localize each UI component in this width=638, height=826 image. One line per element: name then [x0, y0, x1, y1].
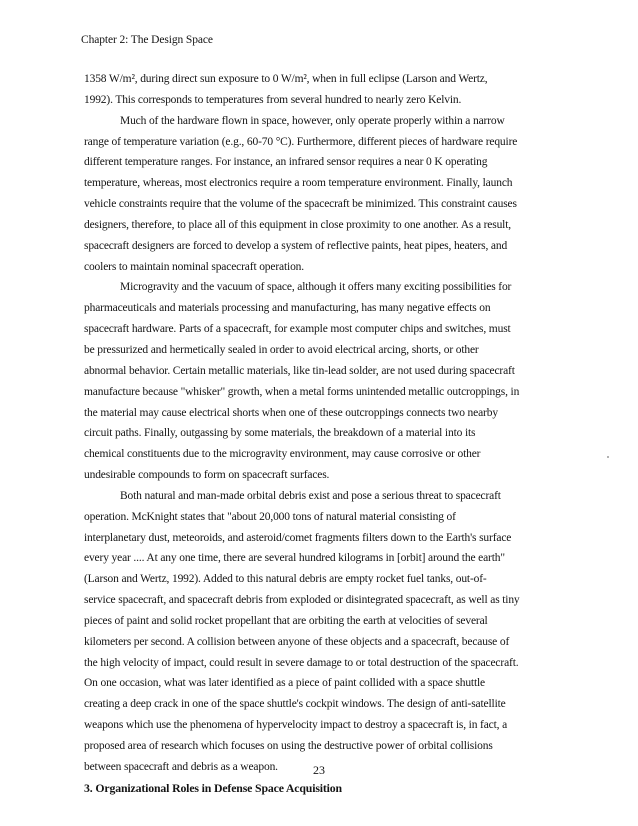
page-number: 23 [313, 763, 325, 777]
paragraph-3 [84, 277, 576, 485]
text-line: coolers to maintain nominal spacecraft operation. [84, 260, 305, 273]
body-text [84, 69, 576, 799]
text-line: On one occasion, what was later identified as a piece of paint collided with a space shuttle [84, 677, 486, 690]
running-head: Chapter 2: The Design Space [81, 34, 213, 46]
text-line: 1358 W/m², during direct sun exposure to 0 W/m², when in full eclipse (Larson and Wertz, [84, 73, 488, 85]
text-line: the material may cause electrical shorts when one of these outcroppings connects two nearby [84, 406, 498, 419]
paragraph-2 [84, 111, 576, 278]
text-line: proposed area of research which focuses on using the destructive power of orbital collisions [84, 740, 493, 752]
section-heading: 3. Organizational Roles in Defense Space Acquisition [84, 780, 342, 795]
text-line: Both natural and man-made orbital debris exist and pose a serious threat to spacecraft [120, 489, 501, 502]
text-line: between spacecraft and debris as a weapon. [84, 760, 278, 773]
scan-speck [607, 456, 609, 458]
text-line: every year .... At any one time, there are several hundred kilograms in [orbit] around the earth" [84, 552, 505, 565]
text-line: Much of the hardware flown in space, however, only operate properly within a narrow [120, 114, 505, 127]
text-line: vehicle constraints require that the volume of the spacecraft be minimized. This constraint causes [84, 198, 517, 211]
text-line: designers, therefore, to place all of this equipment in close proximity to one another. As a result, [84, 218, 511, 231]
text-line: temperature, whereas, most electronics require a room temperature environment. Finally, launch [84, 177, 513, 190]
text-line: Microgravity and the vacuum of space, although it offers many exciting possibilities for [120, 281, 512, 294]
text-line: kilometers per second. A collision between anyone of these objects and a spacecraft, because of [84, 635, 510, 648]
text-line: chemical constituents due to the microgravity environment, may cause corrosive or other [84, 448, 481, 461]
text-line: the high velocity of impact, could result in severe damage to or total destruction of the spacecraft. [84, 656, 519, 669]
text-line: pieces of paint and solid rocket propellant that are orbiting the earth at velocities of several [84, 614, 488, 627]
text-line: spacecraft designers are forced to develop a system of reflective paints, heat pipes, heaters, and [84, 239, 508, 252]
paragraph-4 [84, 486, 576, 778]
text-line: (Larson and Wertz, 1992). Added to this natural debris are empty rocket fuel tanks, out-of- [84, 573, 487, 586]
text-line: creating a deep crack in one of the space shuttle's cockpit windows. The design of anti-satellite [84, 698, 506, 711]
text-line: be pressurized and hermetically sealed in order to avoid electrical arcing, shorts, or other [84, 343, 479, 356]
text-line: interplanetary dust, meteoroids, and asteroid/comet fragments filters down to the Earth's surface [84, 531, 512, 544]
text-line: operation. McKnight states that "about 20,000 tons of natural material consisting of [84, 510, 456, 523]
text-line: weapons which use the phenomena of hypervelocity impact to destroy a spacecraft is, in fact, a [84, 719, 508, 732]
text-line: pharmaceuticals and materials processing and manufacturing, has many negative effects on [84, 302, 491, 315]
text-line: service spacecraft, and spacecraft debris from exploded or disintegrated spacecraft, as well as tiny [84, 594, 520, 607]
text-line: manufacture because "whisker" growth, when a metal forms unintended metallic outcroppings, in [84, 385, 520, 398]
text-line: circuit paths. Finally, outgassing by some materials, the breakdown of a material into its [84, 427, 476, 440]
text-line: range of temperature variation (e.g., 60-70 °C). Furthermore, different pieces of hardware require [84, 135, 518, 148]
text-line: 1992). This corresponds to temperatures from several hundred to nearly zero Kelvin. [84, 93, 462, 106]
paragraph-1 [84, 69, 576, 111]
text-line: abnormal behavior. Certain metallic materials, like tin-lead solder, are not used during spacecraft [84, 364, 515, 377]
text-line: different temperature ranges. For instance, an infrared sensor requires a near 0 K operating [84, 156, 488, 169]
text-line: undesirable compounds to form on spacecraft surfaces. [84, 469, 330, 482]
text-line: spacecraft hardware. Parts of a spacecraft, for example most computer chips and switches, must [84, 323, 511, 336]
